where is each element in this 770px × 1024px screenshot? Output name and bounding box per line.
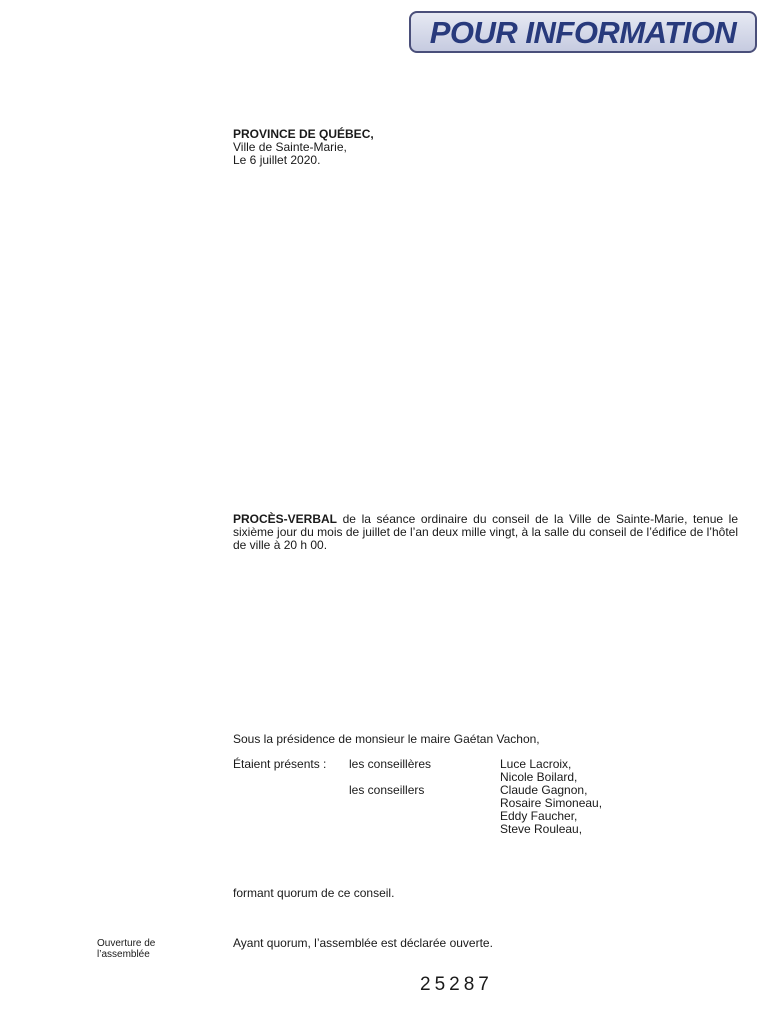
- city-line: Ville de Sainte-Marie,: [233, 140, 347, 154]
- proces-verbal-title: PROCÈS-VERBAL: [233, 512, 338, 526]
- margin-note-line: l’assemblée: [97, 949, 150, 960]
- attendee-name: Nicole Boilard,: [500, 770, 578, 784]
- ouverture-line: Ayant quorum, l’assemblée est déclarée ouverte.: [233, 936, 493, 950]
- quorum-line: formant quorum de ce conseil.: [233, 886, 395, 900]
- province-line: PROVINCE DE QUÉBEC,: [233, 127, 374, 141]
- pour-information-stamp: [409, 11, 757, 53]
- margin-note-ouverture: [97, 938, 155, 960]
- attendee-name: Claude Gagnon,: [500, 783, 588, 797]
- presidence-line: Sous la présidence de monsieur le maire Gaétan Vachon,: [233, 732, 540, 746]
- attendance-label: Étaient présents :: [233, 757, 327, 771]
- document-header: [233, 128, 374, 167]
- group-label-conseilleres: les conseillères: [349, 757, 432, 771]
- attendee-name: Steve Rouleau,: [500, 822, 583, 836]
- stamp-text: POUR INFORMATION: [429, 14, 737, 50]
- attendee-name: Rosaire Simoneau,: [500, 796, 603, 810]
- group-label-conseillers: les conseillers: [349, 783, 425, 797]
- attendee-name: Eddy Faucher,: [500, 809, 578, 823]
- proces-verbal-paragraph: [233, 513, 738, 552]
- proces-verbal-text: de la séance ordinaire du conseil de la Ville de Sainte-Marie, tenue le sixième jour du mois de juillet de l’an deux mille vingt, à la salle du conseil de l’édifice de l’hôtel de ville à 20 h 00.: [233, 512, 738, 552]
- margin-note-line: Ouverture de: [97, 938, 156, 949]
- page-number: 25287: [420, 974, 493, 995]
- attendee-name: Luce Lacroix,: [500, 757, 572, 771]
- date-line: Le 6 juillet 2020.: [233, 153, 321, 167]
- attendee-names: [500, 758, 602, 836]
